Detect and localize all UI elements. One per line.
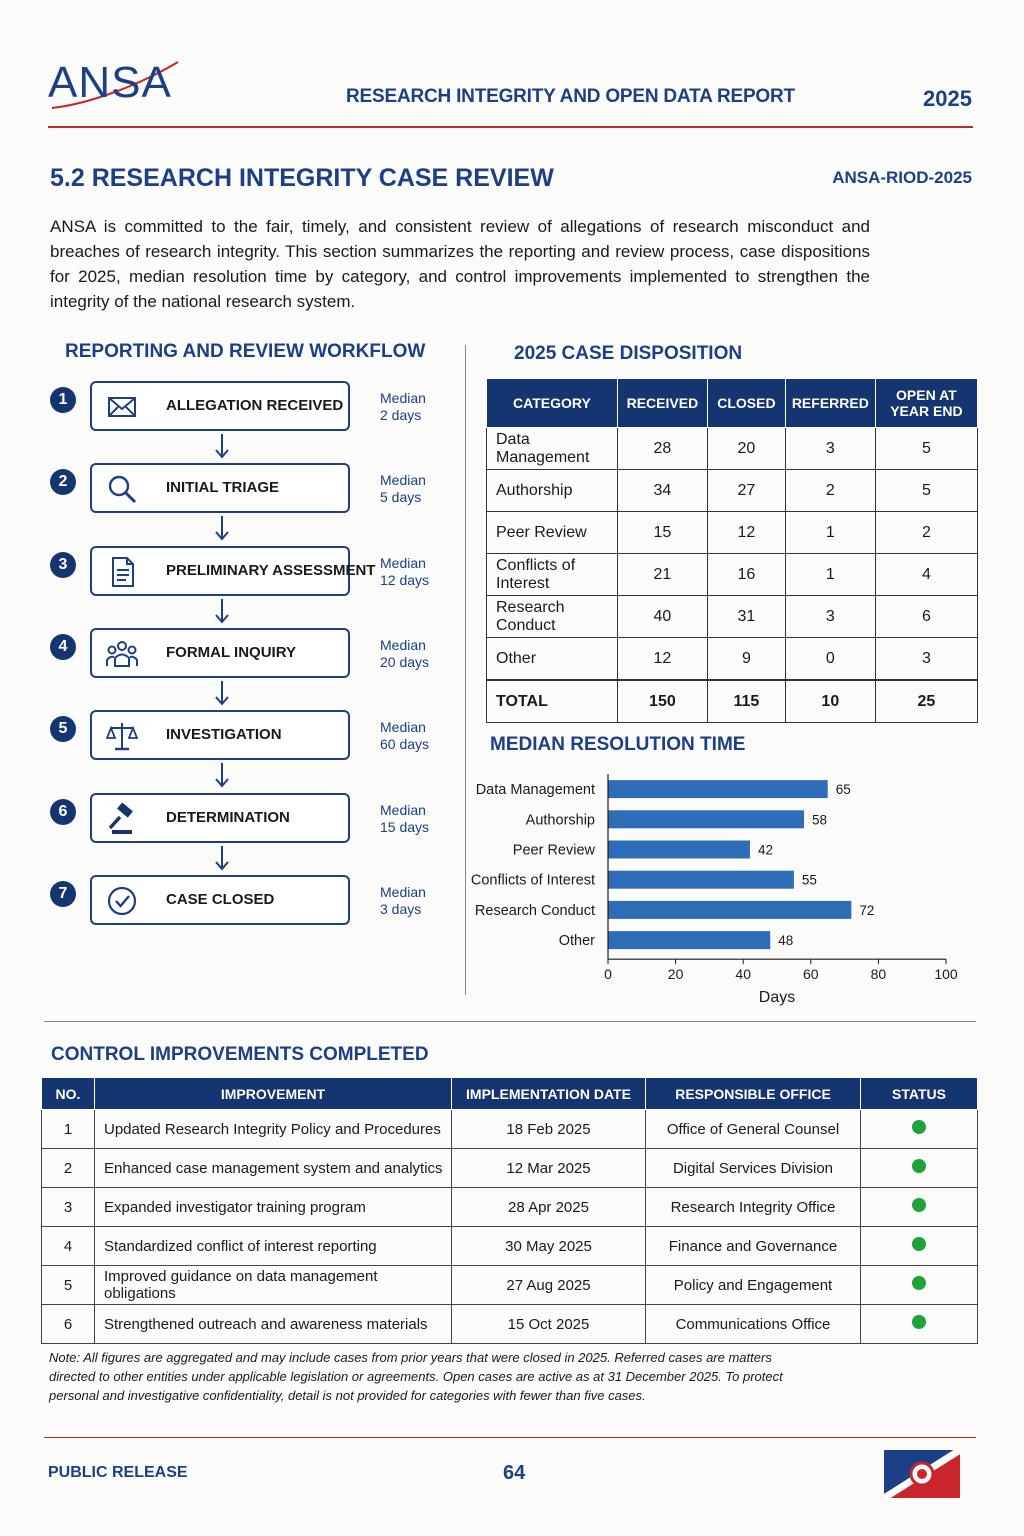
step-label: FORMAL INQUIRY	[166, 644, 296, 661]
row-number: 2	[42, 1149, 95, 1188]
x-tick-label: 0	[604, 966, 612, 983]
status-cell	[861, 1266, 978, 1305]
total-row	[487, 680, 978, 723]
col-header-category: CATEGORY	[487, 379, 618, 428]
category-label: Data Management	[475, 782, 595, 799]
median-days: 15 days	[380, 819, 430, 835]
step-label: ALLEGATION RECEIVED	[166, 397, 344, 414]
document-icon	[106, 556, 138, 588]
date-cell: 15 Oct 2025	[452, 1305, 646, 1344]
date-cell: 18 Feb 2025	[452, 1110, 646, 1149]
arrow-down-icon	[212, 762, 232, 788]
table-row	[42, 1227, 978, 1266]
value-cell: 5	[875, 470, 977, 512]
median-days: 2 days	[380, 407, 422, 423]
median-label: Median	[380, 390, 426, 406]
value-cell: 16	[707, 554, 785, 596]
status-complete-icon	[912, 1198, 926, 1212]
data-label: 58	[812, 812, 828, 828]
category-label: Research Conduct	[474, 902, 595, 919]
improvement-cell: Improved guidance on data management obligations	[95, 1266, 452, 1305]
step-number-badge: 1	[50, 387, 76, 413]
data-label: 48	[778, 933, 794, 949]
data-label: 72	[859, 902, 875, 918]
value-cell: 4	[875, 554, 977, 596]
median-label: Median	[380, 555, 426, 571]
bar	[608, 931, 770, 949]
status-cell	[861, 1149, 978, 1188]
step-number-badge: 3	[50, 552, 76, 578]
status-cell	[861, 1305, 978, 1344]
data-label: 42	[757, 842, 773, 858]
median-days: 5 days	[380, 489, 422, 505]
arrow-down-icon	[212, 598, 232, 624]
value-cell: 31	[707, 596, 785, 638]
data-label: 65	[835, 782, 851, 798]
value-cell: 12	[617, 638, 707, 681]
footer-divider	[44, 1437, 976, 1438]
col-header-improvement: IMPROVEMENT	[95, 1078, 452, 1110]
workflow-step-6	[90, 793, 350, 843]
row-number: 3	[42, 1188, 95, 1227]
footnote: Note: All figures are aggregated and may include cases from prior years that were closed in 2025. Referred cases are matters directed to other entities under applicable legislation or agreements. Open cases are active as at 31 December 2025. To protect personal and investigative confidentiality, detail is not provided for categories with fewer than five cases.	[49, 1350, 783, 1403]
step-label: INVESTIGATION	[166, 726, 282, 743]
category-label: Conflicts of Interest	[470, 872, 595, 889]
check-circle-icon	[106, 885, 138, 917]
category-cell: Conflicts of Interest	[487, 554, 618, 596]
table-row	[487, 638, 978, 681]
value-cell: 2	[785, 470, 875, 512]
value-cell: 1	[785, 554, 875, 596]
value-cell: 15	[617, 512, 707, 554]
table-row	[487, 512, 978, 554]
disposition-title: 2025 CASE DISPOSITION	[514, 343, 743, 364]
table-row	[42, 1266, 978, 1305]
workflow-step-4	[90, 628, 350, 678]
bar	[608, 871, 794, 889]
magnifier-icon	[106, 473, 138, 505]
gavel-icon	[106, 803, 138, 835]
step-number-badge: 6	[50, 799, 76, 825]
improvement-cell: Strengthened outreach and awareness materials	[95, 1305, 452, 1344]
median-days: 3 days	[380, 901, 422, 917]
status-cell	[861, 1110, 978, 1149]
total-label: TOTAL	[487, 680, 618, 723]
table-row	[42, 1110, 978, 1149]
date-cell: 12 Mar 2025	[452, 1149, 646, 1188]
total-value: 10	[785, 680, 875, 723]
scales-icon	[106, 720, 138, 752]
section-title: 5.2 RESEARCH INTEGRITY CASE REVIEW	[50, 164, 554, 192]
improvements-table	[41, 1077, 978, 1344]
step-number-badge: 5	[50, 716, 76, 742]
category-cell: Other	[487, 638, 618, 681]
step-median	[380, 637, 429, 671]
median-days: 12 days	[380, 572, 430, 588]
value-cell: 1	[785, 512, 875, 554]
row-number: 4	[42, 1227, 95, 1266]
office-cell: Office of General Counsel	[646, 1110, 861, 1149]
step-median	[380, 472, 426, 506]
col-header-open: OPEN AT YEAR END	[875, 379, 977, 428]
x-tick-label: 40	[735, 966, 751, 983]
table-row	[42, 1149, 978, 1188]
col-header-received: RECEIVED	[617, 379, 707, 428]
step-number-badge: 7	[50, 881, 76, 907]
step-label: INITIAL TRIAGE	[166, 479, 280, 496]
table-row	[487, 470, 978, 512]
row-number: 1	[42, 1110, 95, 1149]
flag-emblem-icon	[884, 1450, 960, 1498]
status-complete-icon	[912, 1120, 926, 1134]
status-complete-icon	[912, 1237, 926, 1251]
step-label: DETERMINATION	[166, 809, 290, 826]
value-cell: 12	[707, 512, 785, 554]
arrow-down-icon	[212, 515, 232, 541]
office-cell: Communications Office	[646, 1305, 861, 1344]
value-cell: 21	[617, 554, 707, 596]
total-value: 115	[707, 680, 785, 723]
logo-text: ANSA	[48, 58, 172, 107]
median-label: Median	[380, 884, 426, 900]
median-days: 20 days	[380, 654, 430, 670]
table-row	[42, 1188, 978, 1227]
footer-classification: PUBLIC RELEASE	[48, 1464, 188, 1481]
value-cell: 5	[875, 428, 977, 470]
x-tick-label: 100	[934, 966, 958, 983]
office-cell: Policy and Engagement	[646, 1266, 861, 1305]
status-complete-icon	[912, 1315, 926, 1329]
median-label: Median	[380, 637, 426, 653]
vertical-divider	[465, 345, 466, 995]
date-cell: 30 May 2025	[452, 1227, 646, 1266]
date-cell: 27 Aug 2025	[452, 1266, 646, 1305]
workflow-step-7	[90, 875, 350, 925]
status-cell	[861, 1227, 978, 1266]
people-icon	[106, 638, 138, 670]
median-days: 60 days	[380, 736, 430, 752]
value-cell: 28	[617, 428, 707, 470]
step-median	[380, 884, 426, 918]
col-header-no: NO.	[42, 1078, 95, 1110]
x-axis-label: Days	[758, 989, 796, 1007]
median-label: Median	[380, 472, 426, 488]
category-label: Other	[558, 933, 595, 950]
improvement-cell: Enhanced case management system and analytics	[95, 1149, 452, 1188]
median-resolution-chart	[470, 766, 980, 1011]
step-median	[380, 802, 429, 836]
table-row	[42, 1305, 978, 1344]
arrow-down-icon	[212, 845, 232, 871]
section-divider	[44, 1021, 976, 1022]
office-cell: Finance and Governance	[646, 1227, 861, 1266]
workflow-step-3	[90, 546, 376, 596]
report-year: 2025	[923, 86, 972, 111]
bar	[608, 810, 804, 828]
workflow-title: REPORTING AND REVIEW WORKFLOW	[65, 341, 426, 362]
median-label: Median	[380, 719, 426, 735]
row-number: 6	[42, 1305, 95, 1344]
workflow-step-5	[90, 710, 350, 760]
value-cell: 2	[875, 512, 977, 554]
total-value: 150	[617, 680, 707, 723]
step-number-badge: 4	[50, 634, 76, 660]
status-complete-icon	[912, 1159, 926, 1173]
report-title: RESEARCH INTEGRITY AND OPEN DATA REPORT	[346, 86, 795, 107]
header-divider	[48, 126, 973, 128]
col-header-date: IMPLEMENTATION DATE	[452, 1078, 646, 1110]
value-cell: 9	[707, 638, 785, 681]
col-header-office: RESPONSIBLE OFFICE	[646, 1078, 861, 1110]
value-cell: 20	[707, 428, 785, 470]
value-cell: 3	[785, 596, 875, 638]
arrow-down-icon	[212, 433, 232, 459]
bar	[608, 780, 828, 798]
value-cell: 34	[617, 470, 707, 512]
table-row	[487, 554, 978, 596]
step-median	[380, 555, 429, 589]
x-tick-label: 60	[803, 966, 819, 983]
table-header-row	[487, 379, 978, 428]
table-row	[487, 596, 978, 638]
step-median	[380, 390, 426, 424]
date-cell: 28 Apr 2025	[452, 1188, 646, 1227]
value-cell: 6	[875, 596, 977, 638]
office-cell: Digital Services Division	[646, 1149, 861, 1188]
step-label: CASE CLOSED	[166, 891, 275, 908]
bar	[608, 901, 851, 919]
col-header-status: STATUS	[861, 1078, 978, 1110]
category-label: Authorship	[525, 812, 595, 829]
value-cell: 27	[707, 470, 785, 512]
row-number: 5	[42, 1266, 95, 1305]
improvement-cell: Updated Research Integrity Policy and Procedures	[95, 1110, 452, 1149]
improvement-cell: Standardized conflict of interest reporting	[95, 1227, 452, 1266]
office-cell: Research Integrity Office	[646, 1188, 861, 1227]
improvement-cell: Expanded investigator training program	[95, 1188, 452, 1227]
improvements-title: CONTROL IMPROVEMENTS COMPLETED	[51, 1044, 429, 1065]
table-header-row	[42, 1078, 978, 1110]
median-label: Median	[380, 802, 426, 818]
value-cell: 3	[875, 638, 977, 681]
document-code: ANSA-RIOD-2025	[832, 168, 972, 187]
step-label: PRELIMINARY ASSESSMENT	[166, 562, 376, 579]
total-value: 25	[875, 680, 977, 723]
category-cell: Peer Review	[487, 512, 618, 554]
category-label: Peer Review	[512, 842, 595, 859]
envelope-icon	[106, 391, 138, 423]
bar	[608, 841, 750, 859]
step-median	[380, 719, 429, 753]
category-cell: Data Management	[487, 428, 618, 470]
workflow-step-2	[90, 463, 350, 513]
x-tick-label: 80	[870, 966, 887, 983]
status-complete-icon	[912, 1276, 926, 1290]
table-row	[487, 428, 978, 470]
x-tick-label: 20	[667, 966, 684, 983]
chart-title: MEDIAN RESOLUTION TIME	[490, 734, 746, 755]
status-cell	[861, 1188, 978, 1227]
value-cell: 3	[785, 428, 875, 470]
value-cell: 0	[785, 638, 875, 681]
category-cell: Authorship	[487, 470, 618, 512]
value-cell: 40	[617, 596, 707, 638]
page-number: 64	[503, 1462, 526, 1484]
col-header-closed: CLOSED	[707, 379, 785, 428]
data-label: 55	[801, 872, 817, 888]
disposition-table	[486, 378, 978, 723]
step-number-badge: 2	[50, 469, 76, 495]
workflow-step-1	[90, 381, 350, 431]
arrow-down-icon	[212, 680, 232, 706]
col-header-referred: REFERRED	[785, 379, 875, 428]
category-cell: Research Conduct	[487, 596, 618, 638]
intro-paragraph: ANSA is committed to the fair, timely, and consistent review of allegations of research misconduct and breaches of research integrity. This section summarizes the reporting and review process, case dispositions for 2025, median resolution time by category, and control improvements implemented to strengthen the integrity of the national research system.	[50, 217, 870, 311]
